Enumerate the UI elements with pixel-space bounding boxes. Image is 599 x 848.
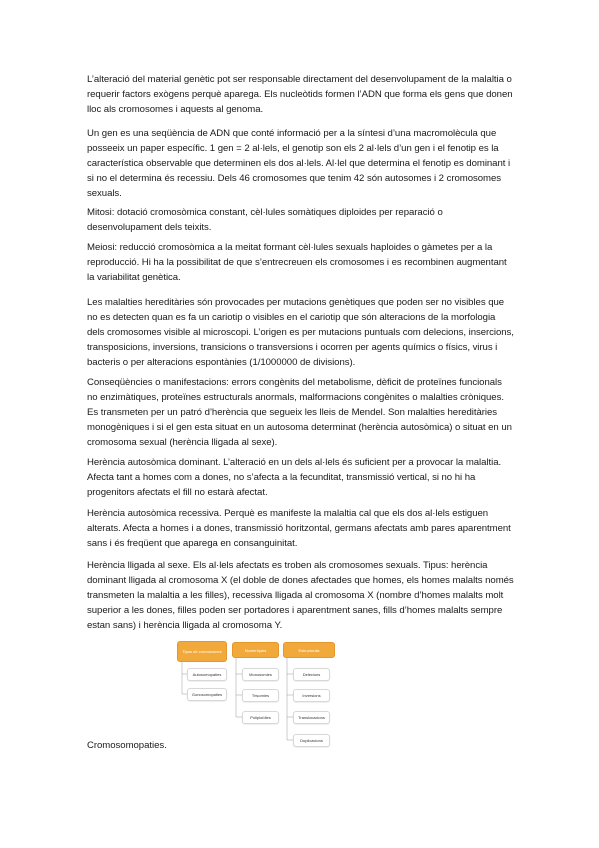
diagram-header-types <box>177 641 227 662</box>
diagram-header-label: Estructurals <box>298 647 320 653</box>
paragraph-dominant <box>87 455 515 500</box>
paragraph-text: Herència autosòmica recessiva. Perquè es manifeste la malaltia cal que els dos al·lels estiguen alterats. Afecta a homes i a dones, transmissió horitzontal, germans afectats amb pares aparentment sans i és freqüent que aparega en consanguinitat. <box>87 508 511 550</box>
diagram-item <box>187 688 227 701</box>
diagram-item <box>293 668 330 681</box>
diagram-item-label: Autosomopaties <box>192 672 222 677</box>
paragraph-text: Les malalties hereditàries són provocades per mutacions genètiques que poden ser no visibles que no es detecten quan es fa un cariotip o visibles en el cariotip que són alteracions de la morfologia dels cromosomes visible al microscopi. L’origen es per mutacions puntuals com delecions, insercions, transposicions, inversions, transicions o transversions i ocorren per agents químics o físics, virus i bacteris o per alteracions espontànies (1/1000000 de divisions). <box>87 297 514 369</box>
diagram-item-label: Monosomies <box>249 672 272 677</box>
diagram-caption: Cromosomopaties. <box>87 740 167 751</box>
paragraph-intro <box>87 72 515 117</box>
diagram-header-label: Tipus de cromosomes <box>182 649 222 654</box>
diagram-item-label: Delecions <box>302 672 321 677</box>
diagram-item <box>293 689 330 702</box>
paragraph-text: Meiosi: reducció cromosòmica a la meitat formant cèl·lules sexuals haploides o gàmetes per a la reproducció. Hi ha la possibilitat de que s’entrecreuen els cromosomes i es recombinen augmentant la variabilitat genètica. <box>87 242 507 284</box>
paragraph-consequences <box>87 375 515 450</box>
paragraph-text: Herència autosòmica dominant. L’alteració en un dels al·lels és suficient per a provocar la malaltia. Afecta tant a homes com a dones, no s’afecta a la fecunditat, transmissió vertical, si no hi ha progenitors afectats el fill no estarà afectat. <box>87 457 502 499</box>
diagram-item <box>187 668 227 681</box>
paragraph-gene <box>87 126 515 201</box>
diagram-item <box>242 711 279 724</box>
diagram-header-numerical <box>232 642 279 658</box>
diagram-item-label: Poliploïdies <box>250 715 271 720</box>
paragraph-mitosis <box>87 205 515 235</box>
paragraph-meiosis <box>87 240 515 285</box>
diagram-item-label: Gonosomopaties <box>191 692 223 697</box>
diagram-item <box>293 711 330 724</box>
paragraph-text: Herència lligada al sexe. Els al·lels afectats es troben als cromosomes sexuals. Tipus: herència dominant lligada al cromosoma X (el doble de dones afectades que homes, els homes malalts només transmeten la malaltia a les filles), recessiva lligada al cromosoma X (nombre d’homes malalts molt superior a les dones, filles poden ser portadores i aparentment sanes, fills d’homes malalts sempre estan sans) i herència lligada al cromosoma Y. <box>87 560 514 632</box>
caption-block <box>87 738 515 753</box>
diagram-header-structural <box>283 642 335 658</box>
diagram-header-label: Numèriques <box>244 647 267 653</box>
diagram-item <box>242 689 279 702</box>
diagram-item-label: Inversions <box>302 693 321 698</box>
paragraph-text: Conseqüències o manifestacions: errors congènits del metabolisme, dèficit de proteïnes funcionals no enzimàtiques, proteïnes estructurals anormals, malformacions congènites o malalties cròniques. Es transmeten per un patró d’herència que segueix les lleis de Mendel. Son malalties hereditàries monogèniques i si el gen esta situat en un autosoma determinat (herència autosòmica) o situat en un cromosoma sexual (herència lligada al sexe). <box>87 377 512 449</box>
paragraph-text: Un gen es una seqüència de ADN que conté informació per a la síntesi d’una macromolècula que posseeix un paper específic. 1 gen = 2 al·lels, el genotip son els 2 al·lels d’un gen i el fenotip es la característica observable que determinen els dos al·lels. Al·lel que determina el fenotip es dominant i si no el determina és recessiu. Dels 46 cromosomes que tenim 42 són autosomes i 2 cromosomes sexuals. <box>87 128 511 200</box>
paragraph-hereditary <box>87 295 515 370</box>
diagram-item-label: Translocacions <box>298 715 325 720</box>
paragraph-sex-linked <box>87 558 515 633</box>
chromosomopathies-diagram <box>176 640 346 752</box>
paragraph-text: L’alteració del material genètic pot ser responsable directament del desenvolupament de la malaltia o requerir factors exògens perquè aparega. Els nucleòtids formen l’ADN que forma els gens que donen lloc als cromosomes i aquests al genoma. <box>87 74 513 116</box>
diagram-item <box>242 668 279 681</box>
paragraph-recessive <box>87 506 515 551</box>
diagram-item-label: Duplicacions <box>300 738 323 743</box>
paragraph-text: Mitosi: dotació cromosòmica constant, cèl·lules somàtiques diploides per reparació o desenvolupament dels teixits. <box>87 207 443 234</box>
diagram-item-label: Trisomies <box>251 693 270 698</box>
